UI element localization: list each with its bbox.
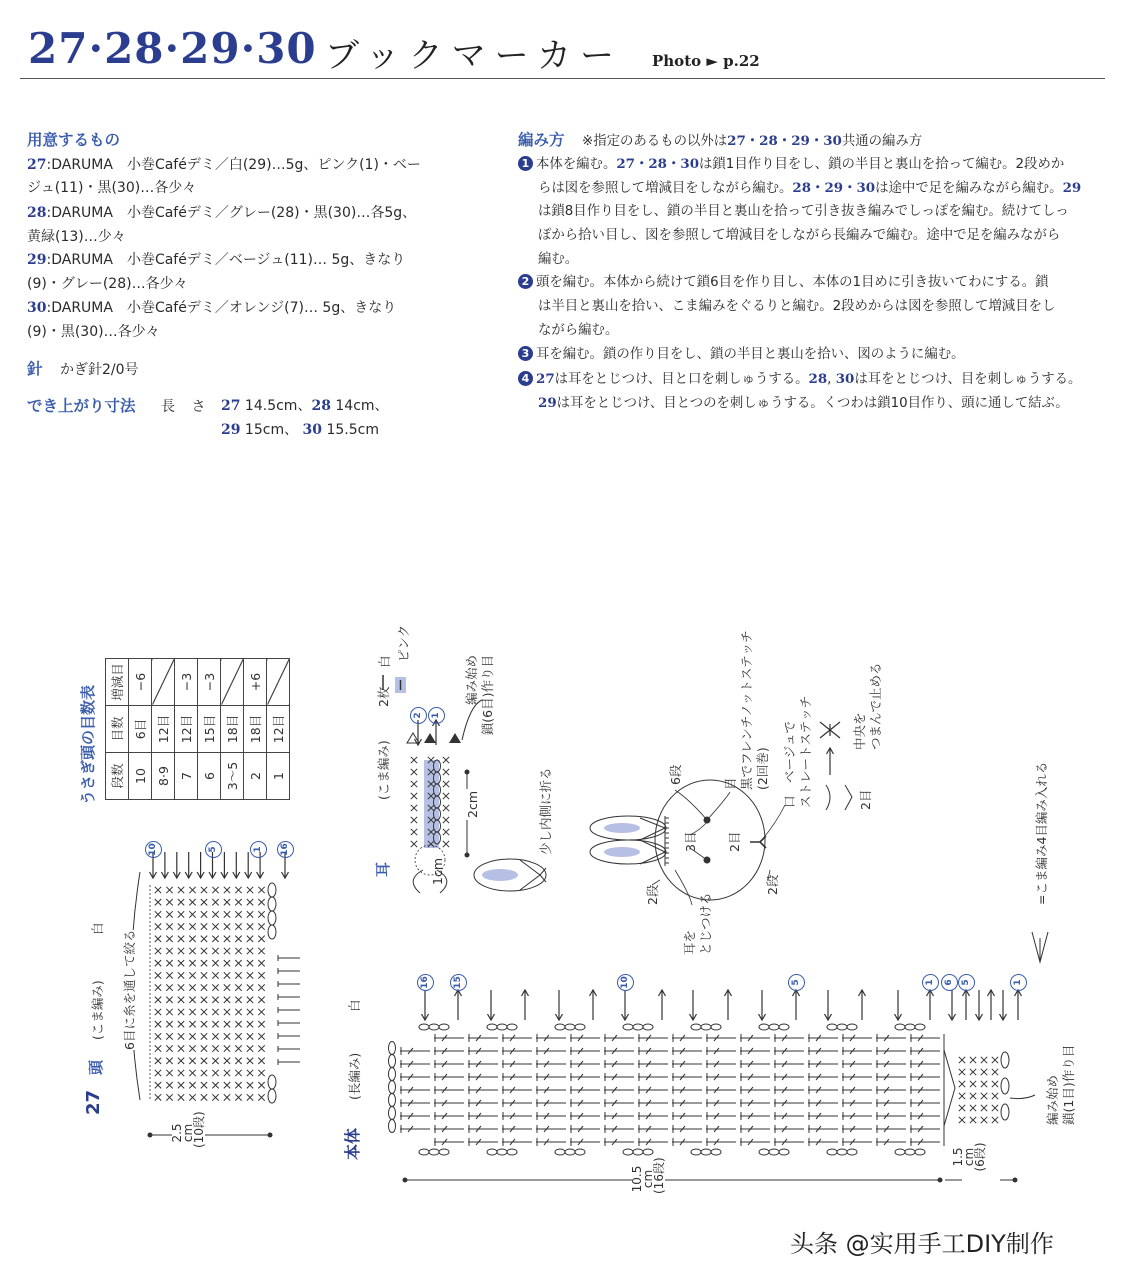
eye-gap: 3目 <box>683 831 698 852</box>
table-cell: 18目 <box>221 706 244 753</box>
text-segment: 共通の編み方 <box>841 134 923 149</box>
eye-note <box>723 630 771 790</box>
note-line: 口 ベージュで <box>782 720 797 808</box>
ear-width-dim: 2cm <box>465 790 480 818</box>
table-header: 段数 <box>106 753 129 800</box>
row-marker: 6 <box>941 974 958 991</box>
table-cell: 10 <box>129 753 152 800</box>
row-marker: 16 <box>417 974 434 991</box>
dimension-rows: (10段) <box>192 1111 206 1148</box>
diagram-labels <box>20 600 1105 1210</box>
step-4-marker: 4 <box>518 371 533 386</box>
text-segment: は半目と裏山を拾い、こま編みをぐるりと編む。2段めからは図を参照して増減目をし <box>538 299 1056 314</box>
pattern-number: 27 <box>221 398 241 414</box>
pattern-number: 30 <box>27 300 47 316</box>
table-header: 目数 <box>106 706 129 753</box>
table-cell: 7 <box>175 753 198 800</box>
dimension-value: 1.5 <box>951 1147 965 1167</box>
head-pattern-number: 27 <box>83 1089 104 1115</box>
table-cell: 1 <box>267 753 290 800</box>
mouth-gap: 2目 <box>727 831 742 852</box>
ear-height-dim: 1cm <box>430 857 445 885</box>
ear-stitch-type: (こま編み) <box>376 740 391 800</box>
text-segment: ながら編む。 <box>538 323 619 338</box>
size-label: でき上がり寸法 <box>27 397 136 415</box>
table-cell: 12目 <box>152 706 175 753</box>
text-segment: は耳をとじつけ、目を刺しゅうする。 <box>854 372 1082 387</box>
head-chart-label: 頭 <box>87 1059 105 1075</box>
stitch-count-table <box>105 658 290 800</box>
pattern-numbers: 27·28·29·30 <box>28 24 317 73</box>
text-segment: は耳をとじつけ、目と口を刺しゅうする。 <box>554 372 809 387</box>
head-color: 白 <box>90 922 105 935</box>
materials-heading: 用意するもの <box>27 131 121 149</box>
ear-rows: 2段 <box>645 884 660 905</box>
row-marker: 5 <box>788 974 805 991</box>
text-segment: 15.5cm <box>322 422 379 438</box>
dimension-value: 10.5 <box>630 1165 644 1193</box>
table-cell: 6目 <box>129 706 152 753</box>
row-marker: 10 <box>617 974 634 991</box>
body-color: 白 <box>347 999 362 1012</box>
table-cell: +6 <box>244 659 267 706</box>
table-header: 増減目 <box>106 659 129 706</box>
note-line: つまんで止める <box>868 662 883 750</box>
note-line: 耳を <box>682 929 697 955</box>
pattern-number: 28 <box>808 371 828 387</box>
pattern-number: 29 <box>1062 180 1082 196</box>
legend-white: 白 <box>377 655 392 668</box>
table-cell: −6 <box>129 659 152 706</box>
text-segment: 本体を編む。 <box>536 157 617 172</box>
note-line: 中央を <box>852 712 867 750</box>
text-segment: , <box>827 372 836 387</box>
text-segment: は途中で足を編みながら編む。 <box>875 181 1063 196</box>
text-segment: 頭を編む。本体から続けて鎖6目を作り目し、本体の1目めに引き抜いてわにする。鎖 <box>536 275 1049 290</box>
row-marker: 5 <box>205 841 222 858</box>
face-rows-top: 6段 <box>668 764 683 785</box>
dimension-unit: cm <box>641 1169 655 1189</box>
table-row <box>267 659 290 800</box>
table-cell: 6 <box>198 753 221 800</box>
head-stitch-type: (こま編み) <box>90 980 105 1040</box>
photo-reference: Photo ► p.22 <box>652 52 760 70</box>
text-segment: は耳をとじつけ、目とつのを刺しゅうする。くつわは鎖10目作り、頭に通して結ぶ。 <box>556 396 1069 411</box>
attach-ears-note <box>682 892 714 955</box>
pattern-number: 30 <box>302 422 323 438</box>
pattern-number: 29 <box>538 395 557 411</box>
text-segment: 耳を編む。鎖の作り目をし、鎖の半目と裏山を拾い、図のように編む。 <box>536 347 965 362</box>
body-start-note <box>1045 1045 1077 1125</box>
text-segment: ※指定のあるもの以外は <box>582 134 728 149</box>
pattern-number: 28・29・30 <box>792 180 876 196</box>
table-cell: 18目 <box>244 706 267 753</box>
text-segment: 14cm、 <box>330 398 389 414</box>
head-gather-note: 6目に糸を通して絞る <box>122 929 137 1050</box>
table-cell: 12目 <box>175 706 198 753</box>
pinch-gap: 2目 <box>858 789 873 810</box>
row-marker: 1 <box>1010 974 1027 991</box>
table-cell: 8·9 <box>152 753 175 800</box>
dimension-unit: cm <box>181 1123 195 1143</box>
text-segment: :DARUMA 小巻Caféデミ／白(29)…5g、ピンク(1)・ベー <box>46 157 421 173</box>
text-segment: :DARUMA 小巻Caféデミ／ベージュ(11)… 5g、きなり <box>46 252 406 268</box>
step-2-marker: 2 <box>518 274 533 289</box>
note-line: (2回巻) <box>755 747 770 790</box>
pattern-number: 27 <box>27 157 47 173</box>
pinch-note <box>852 662 884 750</box>
text-segment: らは図を参照して増減目をしながら編む。 <box>538 181 793 196</box>
text-segment: :DARUMA 小巻Caféデミ／オレンジ(7)… 5g、きなり <box>46 300 397 316</box>
row-marker: 2 <box>410 707 427 724</box>
text-segment: 編む。 <box>538 252 579 267</box>
note-line: 目 <box>723 777 738 790</box>
note-line: 黒でフレンチノットステッチ <box>739 630 754 790</box>
head-dimension <box>170 1111 206 1148</box>
row-marker: 1 <box>428 707 445 724</box>
text-segment: 黄緑(13)…少々 <box>27 229 126 245</box>
page-title: ブックマーカー <box>325 36 623 76</box>
table-cell: −3 <box>198 659 221 706</box>
needle-label: 針 <box>27 360 43 378</box>
table-row <box>175 659 198 800</box>
note-line: 鎖(1目)作り目 <box>1061 1044 1076 1125</box>
pattern-number: 30 <box>835 371 855 387</box>
stitch-table-title: うさぎ頭の目数表 <box>79 684 97 805</box>
pattern-number: 29 <box>27 252 47 268</box>
body-stitch-type: (長編み) <box>347 1052 362 1100</box>
row-marker: 1 <box>922 974 939 991</box>
note-line: 鎖(6目)作り目 <box>480 655 495 736</box>
text-segment: 15cm、 <box>240 422 303 438</box>
pattern-number: 27・28・29・30 <box>727 133 842 149</box>
body-chart-label: 本体 <box>343 1127 362 1160</box>
ear-chart-label: 耳 <box>374 861 392 877</box>
needle-value: かぎ針2/0号 <box>60 362 139 378</box>
table-cell: 15目 <box>198 706 221 753</box>
table-cell <box>221 659 244 706</box>
row-marker: 1 <box>250 841 267 858</box>
body-length-dim <box>630 1157 666 1194</box>
note-line: 編み始め <box>464 655 479 706</box>
table-cell <box>267 659 290 706</box>
pattern-number: 28 <box>311 398 331 414</box>
text-segment: は鎖1目作り目をし、鎖の半目と裏山を拾って編む。2段めか <box>699 157 1065 172</box>
text-segment: (9)・黒(30)…各少々 <box>27 324 160 340</box>
legend-pink: ピンク <box>396 624 411 662</box>
table-row <box>152 659 175 800</box>
table-cell: 3〜5 <box>221 753 244 800</box>
row-marker: 16 <box>277 841 294 858</box>
mouth-rows: 2段 <box>765 874 780 895</box>
table-row <box>244 659 267 800</box>
mouth-note <box>782 696 814 808</box>
row-marker: 15 <box>450 974 467 991</box>
text-segment: は鎖8目作り目をし、鎖の半目と裏山を拾って引き抜き編みでしっぽを編む。続けてしっ <box>538 204 1069 219</box>
table-row <box>221 659 244 800</box>
note-line: 編み始め <box>1045 1074 1060 1125</box>
size-sublabel: 長 さ <box>161 399 212 415</box>
dimension-rows: (6段) <box>973 1142 987 1172</box>
text-segment: :DARUMA 小巻Caféデミ／グレー(28)・黒(30)…各5g、 <box>46 205 417 221</box>
text-segment: 14.5cm、 <box>240 398 312 414</box>
dimension-rows: (16段) <box>652 1157 666 1194</box>
ear-start-note <box>464 655 496 755</box>
text-segment: (9)・グレー(28)…各少々 <box>27 276 188 292</box>
table-cell: −3 <box>175 659 198 706</box>
body-tail-dim <box>953 1142 986 1172</box>
watermark: 头条 @实用手工DIY制作 <box>790 1230 1054 1258</box>
text-segment: ジュ(11)・黒(30)…各少々 <box>27 180 197 196</box>
table-cell <box>152 659 175 706</box>
step-1-marker: 1 <box>518 156 533 171</box>
row-marker: 10 <box>145 841 162 858</box>
dimension-value: 2.5 <box>170 1123 184 1143</box>
pattern-number: 28 <box>27 205 47 221</box>
symbol-legend-note: =こま編み4目編み入れる <box>1034 761 1049 905</box>
dimension-unit: cm <box>962 1147 976 1167</box>
row-marker: 5 <box>958 974 975 991</box>
table-row <box>129 659 152 800</box>
note-line: とじつける <box>698 892 713 955</box>
ear-count: 2枚 <box>376 686 391 707</box>
ear-fold-note: 少し内側に折る <box>538 767 553 855</box>
step-3-marker: 3 <box>518 346 533 361</box>
text-segment: ぽから拾い目し、図を参照して増減目をしながら長編みで編む。途中で足を編みながら <box>538 228 1061 243</box>
table-row <box>198 659 221 800</box>
note-line: ストレートステッチ <box>798 695 813 808</box>
table-cell: 2 <box>244 753 267 800</box>
pattern-number: 29 <box>221 422 241 438</box>
table-cell: 12目 <box>267 706 290 753</box>
pattern-number: 27 <box>536 371 555 387</box>
pattern-number: 27・28・30 <box>616 156 700 172</box>
instructions-heading: 編み方 <box>518 131 565 149</box>
